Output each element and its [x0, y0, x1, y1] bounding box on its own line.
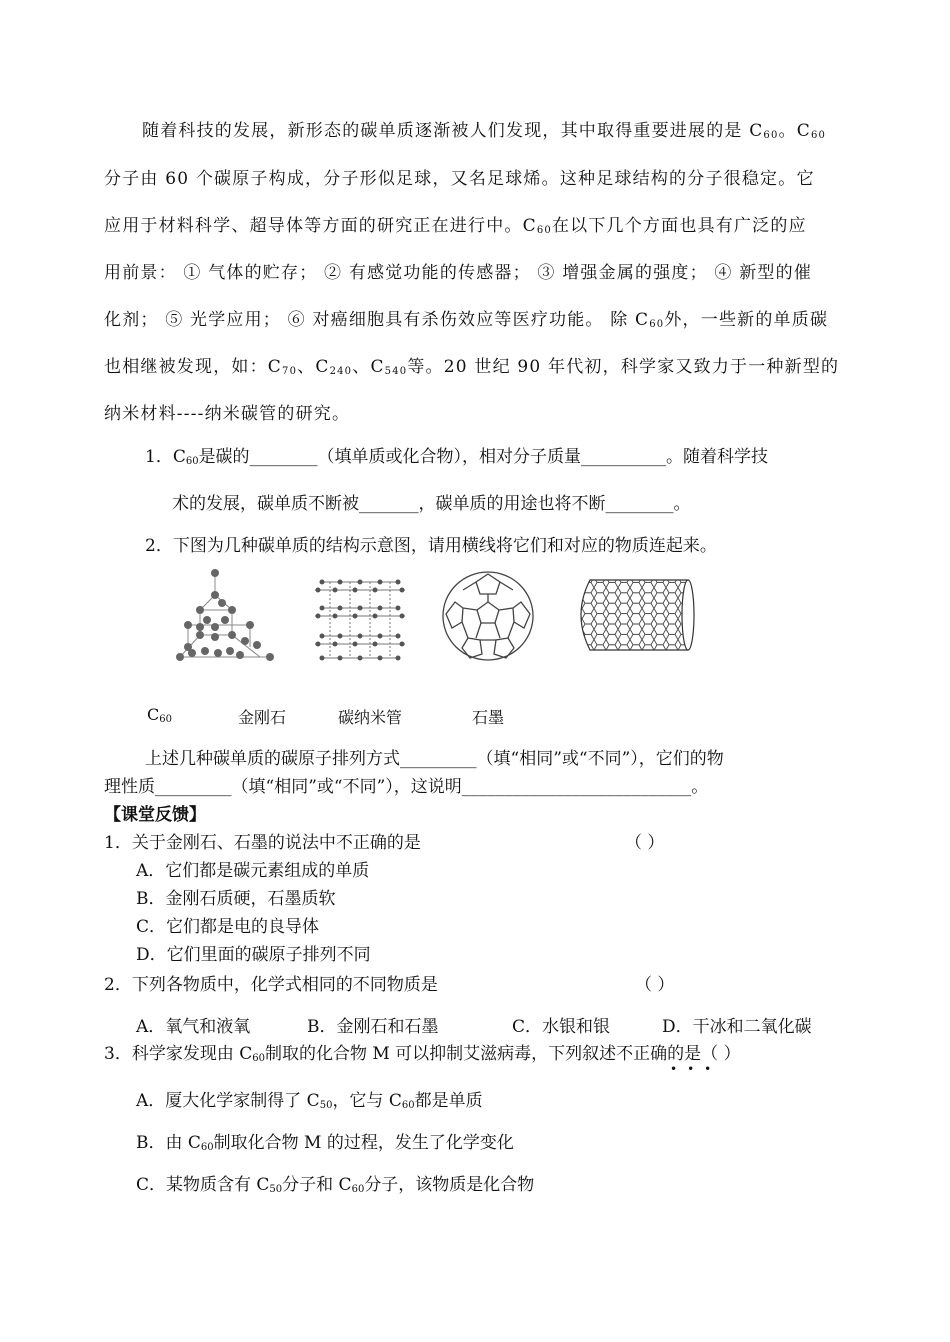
intro-line-5: 化剂； ⑤ 光学应用； ⑥ 对癌细胞具有杀伤效应等医疗功能。 除 $C_{60}$外，一些新的单质碳 — [104, 310, 829, 330]
intro-line-2: 分子由 60 个碳原子构成，分子形似足球，又名足球烯。这种足球结构的分子很稳定。它 — [104, 169, 815, 189]
feedback-q2-option-a: A．氧气和液氧 — [136, 1017, 251, 1037]
feedback-q2-stem: 2．下列各物质中，化学式相同的不同物质是 — [104, 975, 438, 995]
diamond-structure-figure — [160, 565, 280, 670]
feedback-q1-option-c: C．它们都是电的良导体 — [136, 917, 320, 937]
feedback-q1-stem: 1．关于金刚石、石墨的说法中不正确的是 — [104, 833, 421, 853]
summary-line-1: 上述几种碳单质的碳原子排列方式_________（填“相同”或“不同”），它们的物 — [145, 749, 724, 769]
feedback-heading: 【课堂反馈】 — [104, 805, 206, 824]
feedback-q3-option-a: A．厦大化学家制得了 $C_{50}$，它与 $C_{60}$都是单质 — [136, 1091, 483, 1111]
feedback-q3-stem: 3．科学家发现由 $C_{60}$制取的化合物 M 可以抑制艾滋病毒，下列叙述不正确的是（ ） — [104, 1044, 741, 1064]
feedback-q2-option-c: C．水银和银 — [512, 1017, 611, 1037]
feedback-q1-answer-paren: （ ） — [625, 833, 665, 853]
label-c60: $C_{60}$ — [147, 705, 172, 725]
label-graphite: 石墨 — [472, 708, 505, 727]
question-1-line-1: 1．$C_{60}$是碳的________（填单质或化合物），相对分子质量__________。随着科学技 — [145, 447, 769, 467]
feedback-q3-option-c: C．某物质含有 $C_{50}$分子和 $C_{60}$分子，该物质是化合物 — [136, 1175, 535, 1195]
intro-line-3: 应用于材料科学、超导体等方面的研究正在进行中。$C_{60}$在以下几个方面也具有广泛的应 — [104, 216, 807, 236]
feedback-q2-answer-paren: （ ） — [635, 975, 675, 995]
label-nanotube: 碳纳米管 — [338, 708, 403, 727]
summary-line-2: 理性质_________（填“相同”或“不同”），这说明___________________________。 — [104, 777, 709, 797]
feedback-q1-option-d: D．它们里面的碳原子排列不同 — [136, 945, 371, 965]
feedback-q1-option-b: B．金刚石质硬，石墨质软 — [136, 889, 336, 909]
c60-structure-figure — [438, 568, 538, 663]
feedback-q2-option-d: D．干冰和二氧化碳 — [662, 1017, 812, 1037]
intro-line-4: 用前景： ① 气体的贮存； ② 有感觉功能的传感器； ③ 增强金属的强度； ④ 新型的催 — [104, 263, 813, 283]
feedback-q2-option-b: B．金刚石和石墨 — [307, 1017, 439, 1037]
emphasis-dots: ••• — [670, 1062, 722, 1076]
question-1-line-2: 术的发展，碳单质不断被_______，碳单质的用途也将不断________。 — [172, 494, 691, 514]
question-2-text: 2．下图为几种碳单质的结构示意图，请用横线将它们和对应的物质连起来。 — [145, 536, 717, 556]
intro-line-1: 随着科技的发展，新形态的碳单质逐渐被人们发现，其中取得重要进展的是 $C_{60}$。$C_{60}$ — [142, 121, 827, 141]
nanotube-structure-figure — [570, 572, 695, 657]
feedback-q3-option-b: B．由 $C_{60}$制取化合物 M 的过程，发生了化学变化 — [136, 1133, 514, 1153]
feedback-q1-option-a: A．它们都是碳元素组成的单质 — [136, 861, 370, 881]
graphite-structure-figure — [310, 570, 410, 665]
intro-line-7: 纳米材料----纳米碳管的研究。 — [104, 404, 351, 424]
label-diamond: 金刚石 — [238, 708, 287, 727]
intro-line-6: 也相继被发现，如：$C_{70}$、$C_{240}$、$C_{540}$等。20 世纪 90 年代初，科学家又致力于一种新型的 — [104, 357, 840, 377]
